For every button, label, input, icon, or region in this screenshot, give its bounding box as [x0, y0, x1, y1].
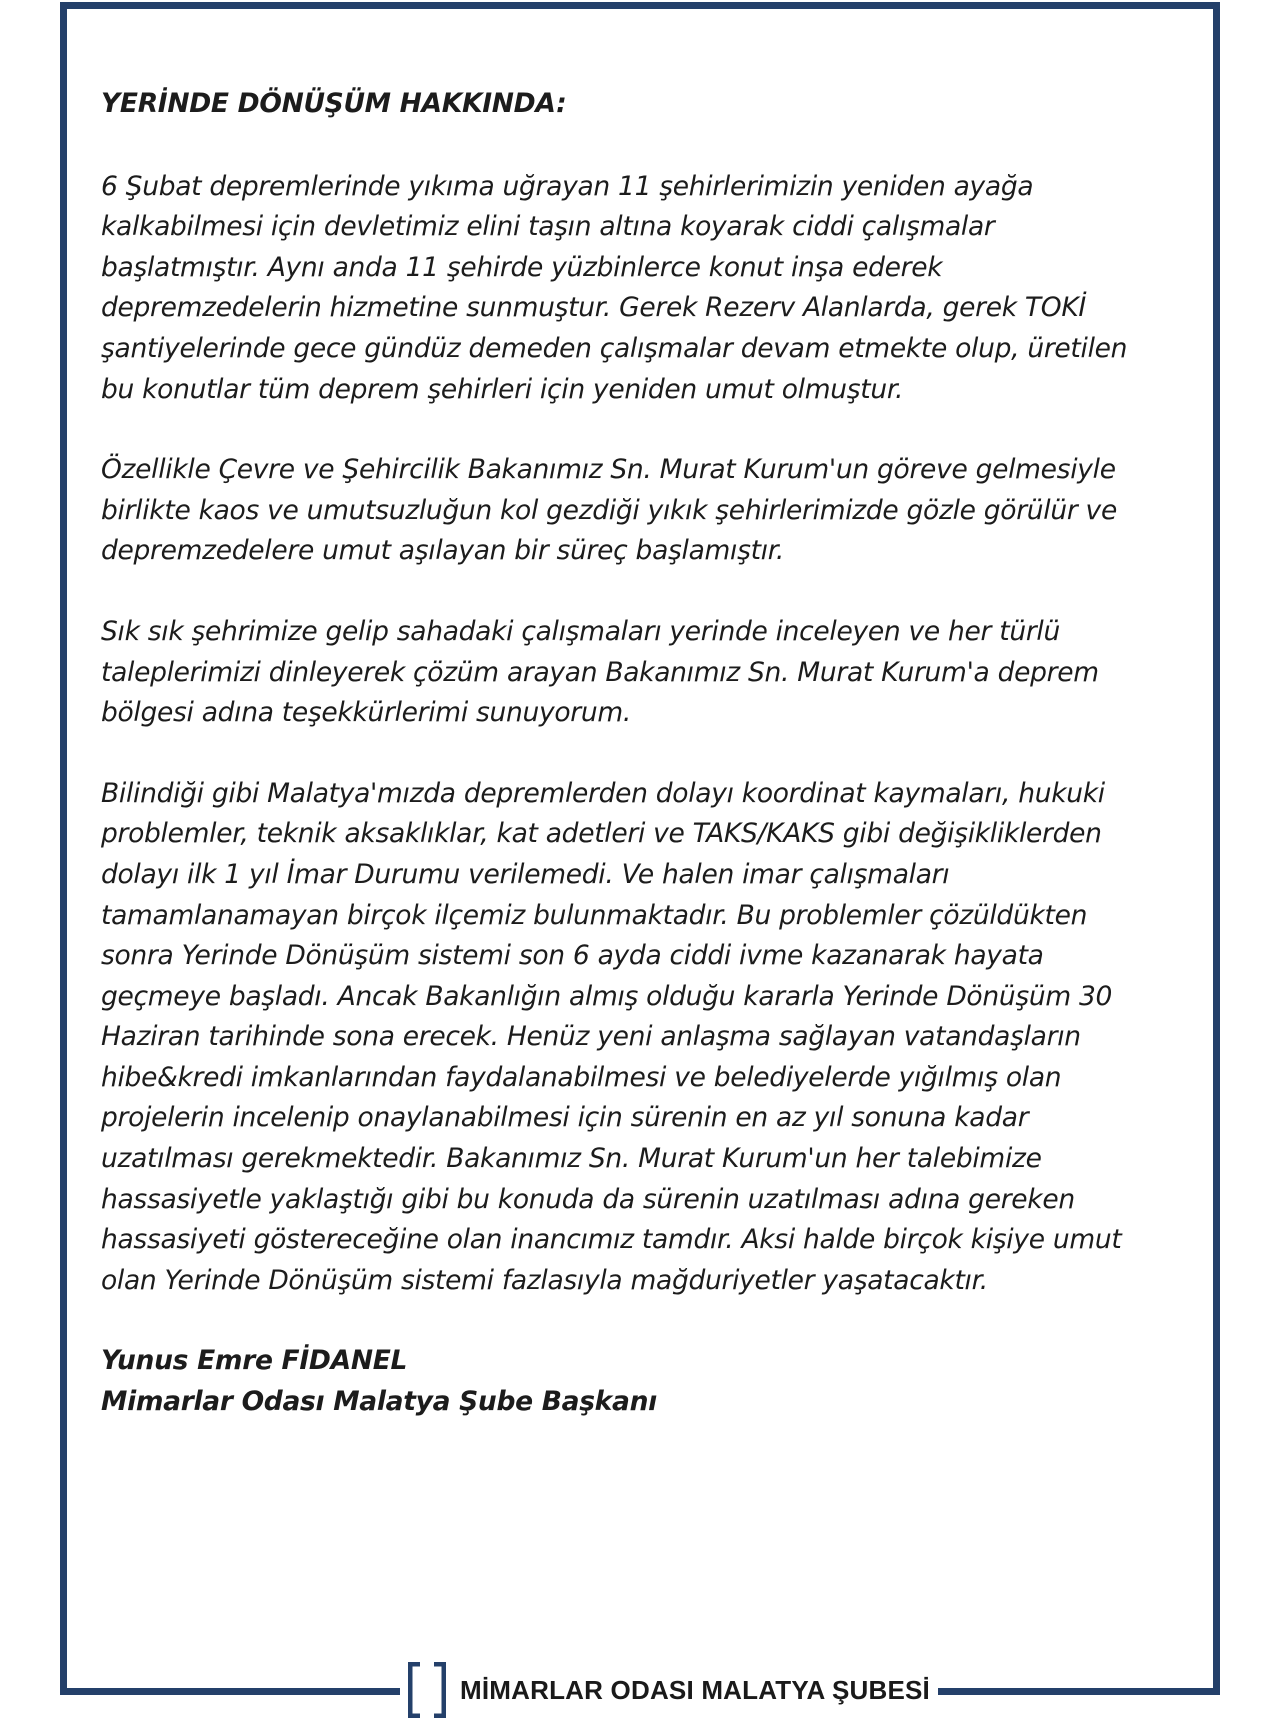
organization-name: MİMARLAR ODASI MALATYA ŞUBESİ — [460, 1674, 930, 1705]
letter-heading: YERİNDE DÖNÜŞÜM HAKKINDA: — [101, 88, 567, 119]
bracket-logo-icon — [408, 1662, 446, 1718]
paragraph-1: 6 Şubat depremlerinde yıkıma uğrayan 11 şehirlerimizin yeniden ayağa kalkabilmesi için devletimiz elini taşın altına koyarak ciddi çalışmalar başlatmıştır. Aynı anda 11 şehirde yüzbinlerce konut inşa ederek depremzedelerin hizmetine sunmuştur. Gerek Rezerv Alanlarda, gerek TOKİ şantiyelerinde gece gündüz demeden çalışmalar devam etmekte olup, üretilen bu konutlar tüm deprem şehirleri için yeniden umut olmuştur. — [101, 170, 1128, 405]
signature-name: Yunus Emre FİDANEL — [101, 1345, 408, 1377]
signature-title: Mimarlar Odası Malatya Şube Başkanı — [101, 1386, 657, 1418]
paragraph-4: Bilindiği gibi Malatya'mızda depremlerden dolayı koordinat kaymaları, hukuki problemler, teknik aksaklıklar, kat adetleri ve TAKS/KAKS gibi değişikliklerden dolayı ilk 1 yıl İmar Durumu verilemedi. Ve halen imar çalışmaları tamamlanamayan birçok ilçemiz bulunmaktadır. Bu problemler çözüldükten sonra Yerinde Dönüşüm sistemi son 6 ayda ciddi ivme kazanarak hayata geçmeye başladı. Ancak Bakanlığın almış olduğu kararla Yerinde Dönüşüm 30 Haziran tarihinde sona erecek. Henüz yeni anlaşma sağlayan vatandaşların hibe&kredi imkanlarından faydalanabilmesi ve belediyelerde yığılmış olan projelerin incelenip onaylanabilmesi için sürenin en az yıl sonuna kadar uzatılması gerekmektedir. Bakanımız Sn. Murat Kurum'un her talebimize hassasiyetle yaklaştığı gibi bu konuda da sürenin uzatılması adına gereken hassasiyeti göstereceğine olan inancımız tamdır. Aksi halde birçok kişiye umut olan Yerinde Dönüşüm sistemi fazlasıyla mağduriyetler yaşatacaktır. — [101, 777, 1122, 1296]
letter-body — [101, 84, 1161, 1423]
page-border-bottom-left — [60, 1688, 400, 1695]
paragraph-2: Özellikle Çevre ve Şehircilik Bakanımız Sn. Murat Kurum'un göreve gelmesiyle birlikte kaos ve umutsuzluğun kol gezdiği yıkık şehirlerimizde gözle görülür ve depremzedelere umut aşılayan bir süreç başlamıştır. — [101, 454, 1117, 567]
footer-organization — [404, 1660, 938, 1720]
paragraph-3: Sık sık şehrimize gelip sahadaki çalışmaları yerinde inceleyen ve her türlü taleplerimizi dinleyerek çözüm arayan Bakanımız Sn. Murat Kurum'a deprem bölgesi adına teşekkürlerimi sunuyorum. — [101, 615, 1099, 729]
page-border-bottom-right — [925, 1688, 1220, 1695]
